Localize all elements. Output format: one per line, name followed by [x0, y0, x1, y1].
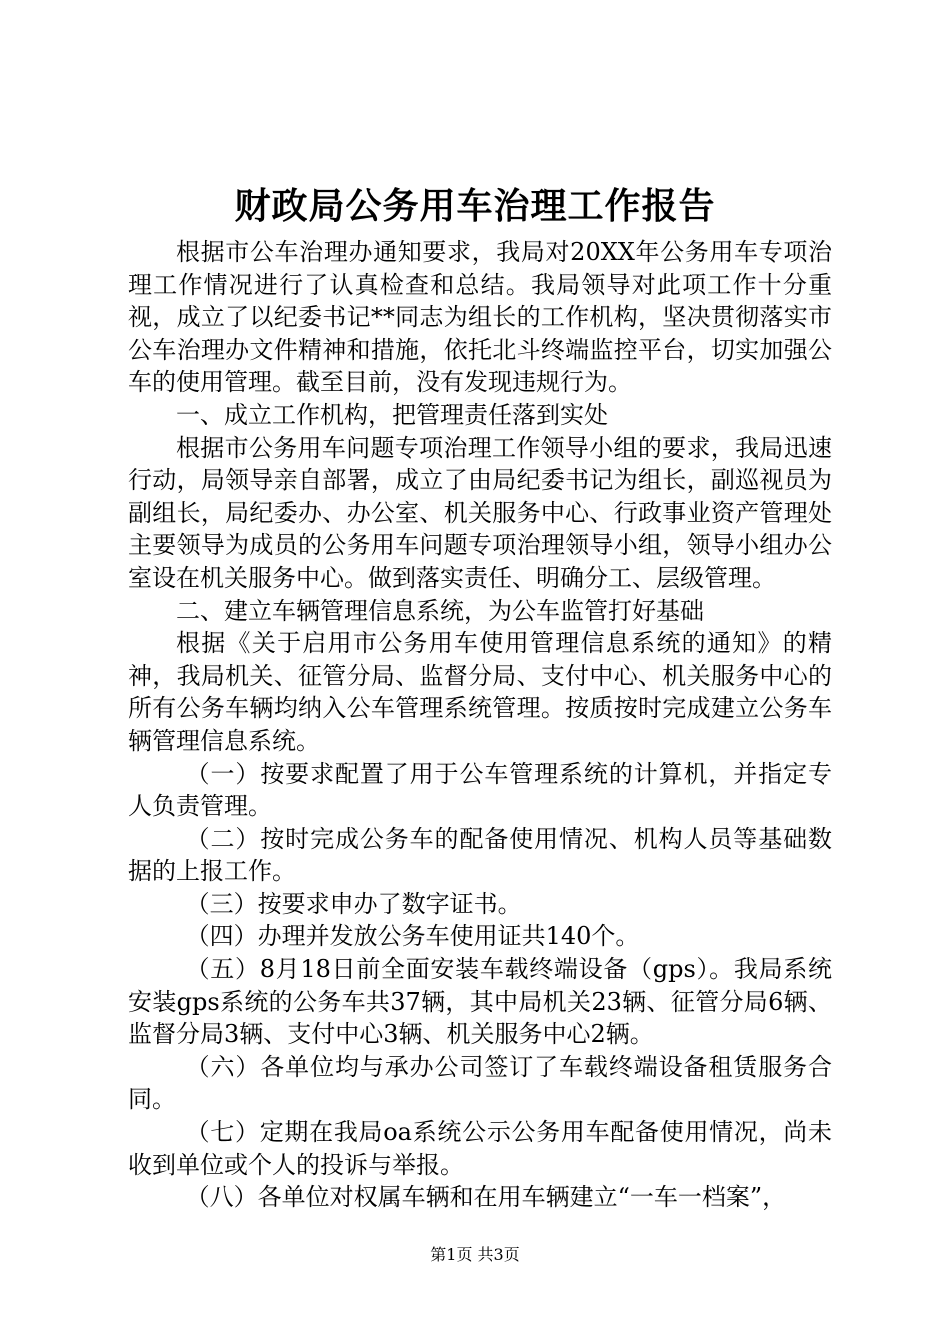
- document-title: 财政局公务用车治理工作报告: [234, 185, 716, 227]
- list-item-8: （八）各单位对权属车辆和在用车辆建立“一车一档案”，: [185, 1183, 787, 1212]
- section-1-paragraph: 根据市公务用车问题专项治理工作领导小组的要求，我局迅速行动，局领导亲自部署，成立了由局纪委书记为组长，副巡视员为副组长，局纪委办、办公室、机关服务中心、行政事业资产管理处主要领导为成员的公务用车问题专项治理领导小组，领导小组办公室设在机关服务中心。做到落实责任、明确分工、层级管理。: [128, 433, 832, 592]
- list-item-4: （四）办理并发放公务车使用证共140个。: [185, 922, 640, 951]
- list-item-2: （二）按时完成公务车的配备使用情况、机构人员等基础数据的上报工作。: [128, 824, 832, 886]
- document-body: [128, 236, 832, 1214]
- intro-paragraph: 根据市公车治理办通知要求，我局对20XX年公务用车专项治理工作情况进行了认真检查和总结。我局领导对此项工作十分重视，成立了以纪委书记**同志为组长的工作机构，坚决贯彻落实市公车治理办文件精神和措施，依托北斗终端监控平台，切实加强公车的使用管理。截至目前，没有发现违规行为。: [128, 238, 832, 397]
- list-item-3: （三）按要求申办了数字证书。: [185, 889, 522, 918]
- list-item-1: （一）按要求配置了用于公车管理系统的计算机，并指定专人负责管理。: [128, 759, 832, 821]
- section-2-paragraph: 根据《关于启用市公务用车使用管理信息系统的通知》的精神，我局机关、征管分局、监督分局、支付中心、机关服务中心的所有公务车辆均纳入公车管理系统管理。按质按时完成建立公务车辆管理信息系统。: [128, 629, 832, 755]
- list-item-7: （七）定期在我局oa系统公示公务用车配备使用情况，尚未收到单位或个人的投诉与举报。: [128, 1118, 832, 1179]
- section-heading-1: 一、成立工作机构，把管理责任落到实处: [176, 400, 608, 429]
- list-item-5: （五）8月18日前全面安装车载终端设备（gps）。我局系统安装gps系统的公务车共37辆，其中局机关23辆、征管分局6辆、监督分局3辆、支付中心3辆、机关服务中心2辆。: [128, 955, 832, 1049]
- section-heading-2: 二、建立车辆管理信息系统，为公车监管打好基础: [176, 596, 704, 625]
- list-item-6: （六）各单位均与承办公司签订了车载终端设备租赁服务合同。: [128, 1052, 832, 1114]
- page-footer: 第1页 共3页: [430, 1245, 520, 1264]
